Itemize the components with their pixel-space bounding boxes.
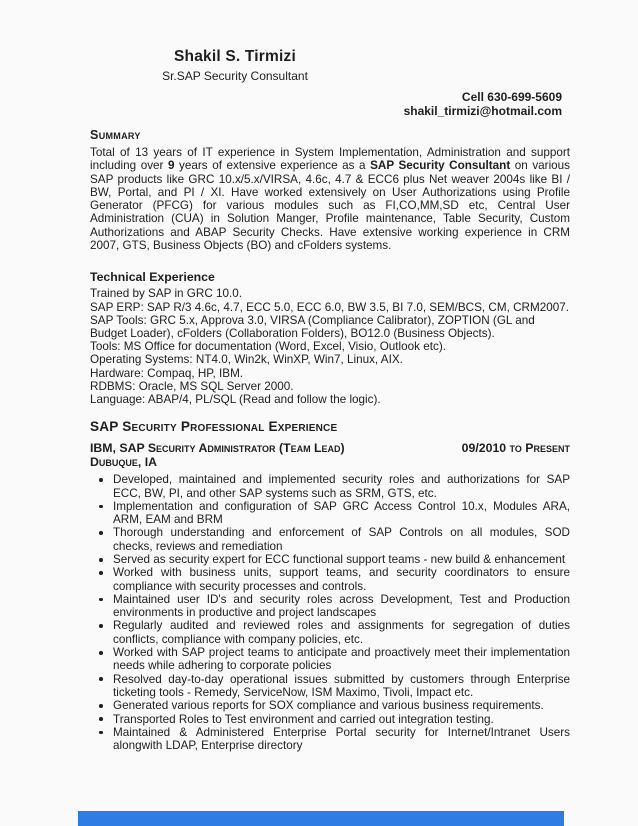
summary-text-1: Total of 13 years of IT experience in System Implementation, Administration and support including over [90,146,570,173]
bullet-item [90,646,570,673]
bullet-item [90,726,570,753]
bullet-text: Worked with business units, support teams, and security coordinators to ensure compliance with security processes and controls. [113,566,570,593]
bullet-text: Developed, maintained and implemented security roles and authorizations for SAP ECC, BW, PI, and other SAP systems such as SRM, GTS, etc. [113,473,570,500]
summary-text-3: on various SAP products like GRC 10.x/5.x/VIRSA, 4.6c, 4.7 & ECC6 plus Net weaver 2004s like BI / BW, Portal, and PI / XI. Have worked extensively on User Authorizations using Profile Generator (PFCG) for various modules such as FI,CO,MM,SD etc, Central User Administration (CUA) in Solution Manger, Profile maintenance, Table Security, Custom Authorizations and ABAP Security Checks. Have extensive working experience in CRM 2007, GTS, Business Objects (BO) and cFolders systems. [90,159,571,253]
bullet-icon [99,598,103,602]
bullet-item [90,526,570,553]
bullet-text: Regularly audited and reviewed roles and assignments for segregation of duties conflicts, compliance with company policies, etc. [113,619,570,646]
bullet-text: Generated various reports for SOX compliance and various business requirements. [113,699,544,713]
bullet-icon [99,571,103,575]
bullet-item [90,699,570,712]
summary-paragraph [90,146,570,252]
summary-heading: Summary [90,128,141,142]
technical-line: Hardware: Compaq, HP, IBM. [90,366,244,380]
bullet-text: Maintained user ID's and security roles across Development, Test and Production environments in productive and project landscapes [113,592,570,620]
bullet-icon [99,717,103,721]
contact-block [404,91,562,118]
bullet-icon [99,624,103,628]
footer-accent-bar [78,811,564,826]
technical-line: Trained by SAP in GRC 10.0. [90,287,243,301]
bullet-icon [99,558,103,562]
experience-bullet-list [90,473,570,752]
bullet-text: Worked with SAP project teams to anticipate and proactively meet their implementation needs while adhering to corporate policies [113,646,570,673]
technical-line: SAP Tools: GRC 5.x, Approva 3.0, VIRSA (Compliance Calibrator), ZOPTION (GL and [90,313,535,327]
technical-line: Language: ABAP/4, PL/SQL (Read and follow the logic). [90,393,381,406]
bullet-icon [99,478,103,482]
technical-line: RDBMS: Oracle, MS SQL Server 2000. [90,379,294,393]
bullet-item [90,473,570,500]
bullet-item [90,713,570,726]
bullet-text: Transported Roles to Test environment and carried out integration testing. [113,712,494,726]
bullet-item [90,500,570,527]
bullet-icon [99,704,103,708]
bullet-icon [99,731,103,735]
bullet-icon [99,531,103,535]
technical-line: Budget Loader), cFolders (Collaboration Folders), BO12.0 (Business Objects). [90,326,495,340]
bullet-icon [99,651,103,655]
technical-line: SAP ERP: SAP R/3 4.6c, 4.7, ECC 5.0, ECC 6.0, BW 3.5, BI 7.0, SEM/BCS, CM, CRM2007. [90,300,569,314]
bullet-item [90,553,570,566]
summary-text-2: years of extensive experience as a [174,159,371,173]
job-dates: 09/2010 to Present [461,441,570,456]
resume-header [0,48,470,83]
bullet-icon [99,677,103,681]
summary-bold-role: SAP Security Consultant [370,159,511,173]
contact-email: shakil_tirmizi@hotmail.com [403,103,562,118]
person-job-title: Sr.SAP Security Consultant [162,69,308,83]
bullet-text: Implementation and configuration of SAP GRC Access Control 10.x, Modules ARA, ARM, EAM and BRM [113,499,570,527]
bullet-icon [99,505,103,509]
bullet-item [90,619,570,646]
contact-cell: Cell 630-699-5609 [461,90,562,104]
bullet-text: Served as security expert for ECC functional support teams - new build & enhancement [113,552,566,566]
technical-line: Operating Systems: NT4.0, Win2k, WinXP, Win7, Linux, AIX. [90,353,403,367]
summary-bold-years: 9 [167,159,175,173]
technical-line: Tools: MS Office for documentation (Word, Excel, Visio, Outlook etc). [90,340,446,354]
bullet-item [90,593,570,620]
technical-lines [90,287,570,406]
bullet-text: Maintained & Administered Enterprise Portal security for Internet/Intranet Users alongwith LDAP, Enterprise directory [113,725,570,753]
experience-heading: SAP Security Professional Experience [90,419,338,435]
person-name: Shakil S. Tirmizi [174,48,296,65]
job-location: Dubuque, IA [90,455,158,470]
bullet-item [90,566,570,593]
job-employer-role: IBM, SAP Security Administrator (Team Lead) [90,441,345,456]
bullet-text: Resolved day-to-day operational issues submitted by customers through Enterprise ticketing tools - Remedy, ServiceNow, ISM Maximo, Tivoli, Impact etc. [113,672,570,699]
resume-body [90,128,570,752]
technical-heading: Technical Experience [90,270,215,285]
bullet-text: Thorough understanding and enforcement of SAP Controls on all modules, SOD checks, reviews and remediation [113,526,570,553]
bullet-item [90,673,570,700]
job-header-row [90,441,570,455]
